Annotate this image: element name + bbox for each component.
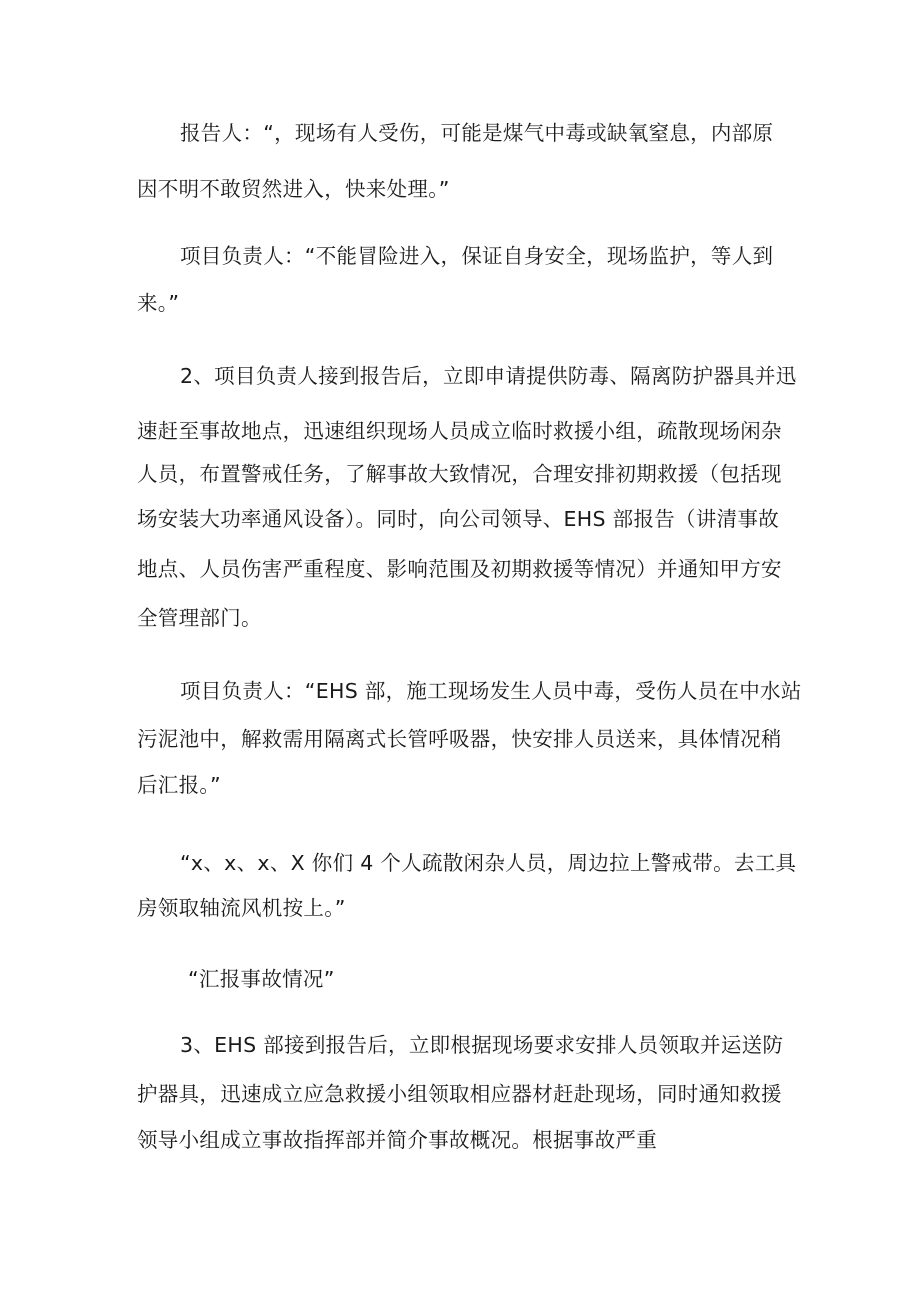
step-2-line-6: 全管理部门。	[137, 606, 262, 630]
paragraph-manager-to-ehs-line-3: 后汇报。”	[137, 773, 221, 797]
step-2-line-5: 地点、人员伤害严重程度、影响范围及初期救援等情况）并通知甲方安	[137, 557, 782, 581]
step-2-line-3: 人员，布置警戒任务，了解事故大致情况，合理安排初期救援（包括现	[137, 462, 782, 486]
paragraph-manager-reply-line-1: 项目负责人：“不能冒险进入，保证自身安全，现场监护，等人到	[180, 244, 774, 268]
paragraph-reporter-line-2: 因不明不敢贸然进入，快来处理。”	[137, 177, 450, 201]
step-3-line-2: 护器具，迅速成立应急救援小组领取相应器材赶赴现场，同时通知救援	[137, 1082, 782, 1106]
paragraph-manager-reply-line-2: 来。”	[137, 291, 180, 315]
paragraph-report-situation: “汇报事故情况”	[188, 967, 335, 991]
step-3-line-1: 3、EHS 部接到报告后，立即根据现场要求安排人员领取并运送防	[180, 1033, 784, 1057]
step-2-line-4: 场安装大功率通风设备）。同时，向公司领导、EHS 部报告（讲清事故	[137, 507, 780, 531]
step-3-line-3: 领导小组成立事故指挥部并简介事故概况。根据事故严重	[137, 1128, 657, 1152]
step-2-line-1: 2、项目负责人接到报告后，立即申请提供防毒、隔离防护器具并迅	[180, 364, 797, 388]
paragraph-manager-to-ehs-line-2: 污泥池中，解救需用隔离式长管呼吸器，快安排人员送来，具体情况稍	[137, 727, 782, 751]
paragraph-reporter-line-1: 报告人：“，现场有人受伤，可能是煤气中毒或缺氧窒息，内部原	[180, 121, 774, 145]
paragraph-manager-to-ehs-line-1: 项目负责人：“EHS 部，施工现场发生人员中毒，受伤人员在中水站	[180, 679, 802, 703]
paragraph-manager-to-crew-line-2: 房领取轴流风机按上。”	[137, 896, 346, 920]
step-2-line-2: 速赶至事故地点，迅速组织现场人员成立临时救援小组，疏散现场闲杂	[137, 419, 782, 443]
paragraph-manager-to-crew-line-1: “x、x、x、X 你们 4 个人疏散闲杂人员，周边拉上警戒带。去工具	[180, 851, 797, 875]
